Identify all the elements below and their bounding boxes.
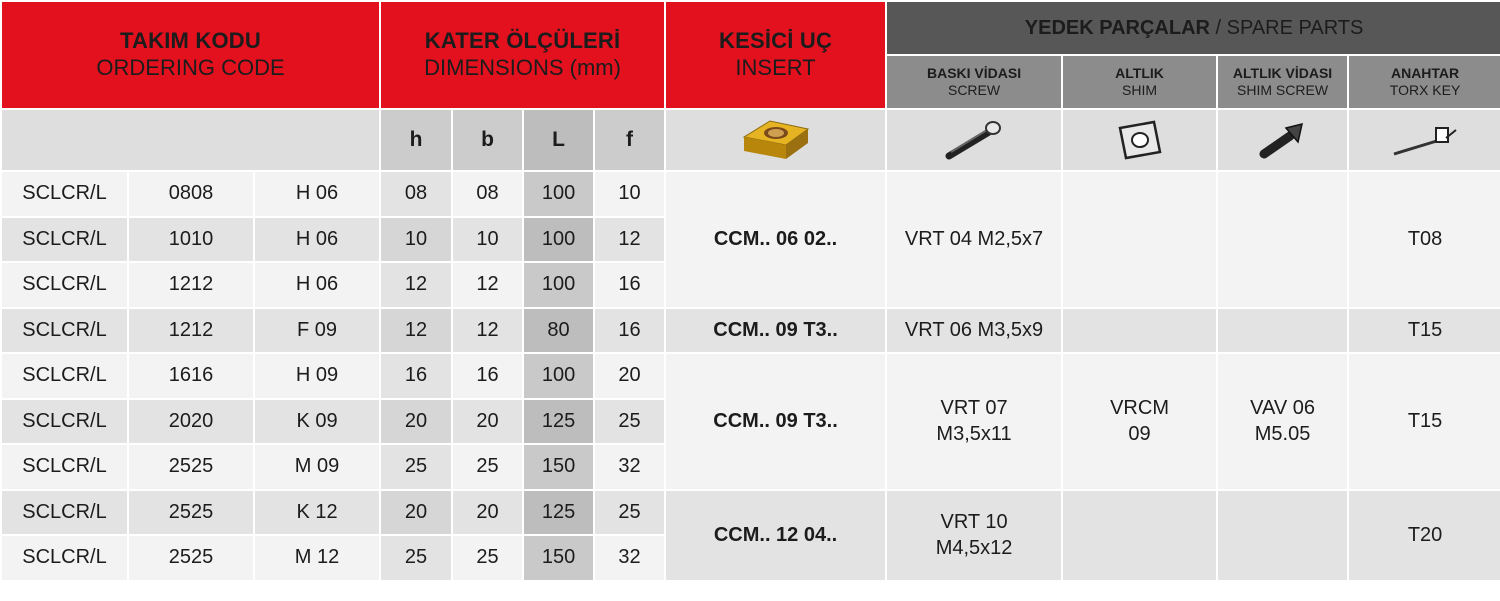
dim-L-label: L [523,109,594,171]
insert-icon-cell [665,109,886,171]
shim-line-1: VRCM [1110,397,1169,420]
shim-subtitle: SHIM [1122,82,1158,98]
dim-f-label: f [594,109,665,171]
screw-subtitle: SCREW [947,82,1001,98]
dimensions-subtitle: DIMENSIONS (mm) [424,55,621,80]
code-cell: SCLCR/L [1,217,128,263]
shim-screw-cell [1217,353,1348,490]
key-cell: T15 [1348,353,1500,490]
shim-screw-cell [1217,171,1348,308]
variant-cell: M 09 [254,444,380,490]
f-cell: 16 [594,308,665,354]
table-row [1,308,1500,354]
shim-icon [1114,118,1166,162]
insert-title: KESİCİ UÇ [719,28,833,53]
h-cell: 12 [380,262,452,308]
L-cell: 125 [523,399,594,445]
b-cell: 20 [452,490,523,536]
shim-screw-cell [1217,308,1348,354]
shim-screw-cell [1217,490,1348,581]
insert-cell: CCM.. 09 T3.. [665,308,886,354]
shim-cell [1062,353,1217,490]
torx-key-column-header [1348,55,1500,109]
table-row [1,353,1500,399]
variant-cell: K 12 [254,490,380,536]
variant-cell: H 09 [254,353,380,399]
f-cell: 25 [594,490,665,536]
size-cell: 1616 [128,353,254,399]
torx-key-subtitle: TORX KEY [1389,82,1461,98]
screw-line-2: M4,5x12 [935,537,1013,559]
f-cell: 25 [594,399,665,445]
key-cell: T15 [1348,308,1500,354]
variant-cell: M 12 [254,535,380,581]
size-cell: 2525 [128,444,254,490]
code-cell: SCLCR/L [1,535,128,581]
size-cell: 1212 [128,262,254,308]
size-cell: 2525 [128,490,254,536]
b-cell: 10 [452,217,523,263]
spare-parts-header [886,1,1500,55]
insert-subtitle: INSERT [735,55,816,80]
size-cell: 1010 [128,217,254,263]
ordering-code-subtitle: ORDERING CODE [96,55,285,80]
shim-column-header [1062,55,1217,109]
key-cell: T20 [1348,490,1500,581]
L-cell: 150 [523,535,594,581]
variant-cell: H 06 [254,171,380,217]
b-cell: 08 [452,171,523,217]
f-cell: 32 [594,535,665,581]
size-cell: 0808 [128,171,254,217]
b-cell: 12 [452,308,523,354]
L-cell: 100 [523,171,594,217]
code-cell: SCLCR/L [1,308,128,354]
code-cell: SCLCR/L [1,262,128,308]
f-cell: 12 [594,217,665,263]
f-cell: 32 [594,444,665,490]
h-cell: 12 [380,308,452,354]
dim-b-label: b [452,109,523,171]
b-cell: 12 [452,262,523,308]
f-cell: 16 [594,262,665,308]
f-cell: 20 [594,353,665,399]
dimensions-title: KATER ÖLÇÜLERİ [424,28,621,53]
size-cell: 2525 [128,535,254,581]
screw-icon-cell [886,109,1062,171]
insert-cell: CCM.. 06 02.. [665,171,886,308]
shim-cell [1062,490,1217,581]
insert-cell: CCM.. 09 T3.. [665,353,886,490]
h-cell: 10 [380,217,452,263]
shim-cell [1062,171,1217,308]
L-cell: 150 [523,444,594,490]
ordering-code-title: TAKIM KODU [120,28,261,53]
screw-line-1: VRT 07 [940,397,1008,420]
h-cell: 16 [380,353,452,399]
L-cell: 125 [523,490,594,536]
shim-screw-title: ALTLIK VİDASI [1232,65,1333,81]
b-cell: 16 [452,353,523,399]
variant-cell: H 06 [254,262,380,308]
insert-header [665,1,886,109]
screw-title: BASKI VİDASI [926,65,1022,81]
insert-icon [740,115,812,165]
shim-icon-cell [1062,109,1217,171]
L-cell: 80 [523,308,594,354]
dimensions-header [380,1,665,109]
shim-screw-icon-cell [1217,109,1348,171]
shim-screw-icon [1256,118,1310,162]
shim-screw-column-header [1217,55,1348,109]
shim-screw-line-1: VAV 06 [1250,397,1315,420]
variant-cell: K 09 [254,399,380,445]
screw-cell: VRT 04 M2,5x7 [886,171,1062,308]
b-cell: 20 [452,399,523,445]
code-cell: SCLCR/L [1,444,128,490]
screw-cell [886,353,1062,490]
b-cell: 25 [452,444,523,490]
code-cell: SCLCR/L [1,399,128,445]
variant-cell: H 06 [254,217,380,263]
key-cell: T08 [1348,171,1500,308]
table-row [1,490,1500,536]
torx-key-icon-cell [1348,109,1500,171]
variant-cell: F 09 [254,308,380,354]
table-row [1,171,1500,217]
shim-title: ALTLIK [1115,65,1164,81]
code-cell: SCLCR/L [1,171,128,217]
screw-line-1: VRT 10 [940,511,1008,533]
size-cell: 1212 [128,308,254,354]
insert-cell: CCM.. 12 04.. [665,490,886,581]
dim-h-label: h [380,109,452,171]
h-cell: 08 [380,171,452,217]
h-cell: 20 [380,399,452,445]
h-cell: 20 [380,490,452,536]
torx-key-title: ANAHTAR [1390,65,1460,81]
torx-key-icon [1390,120,1460,160]
spare-parts-title: YEDEK PARÇALAR [1024,16,1210,39]
L-cell: 100 [523,262,594,308]
screw-column-header [886,55,1062,109]
h-cell: 25 [380,444,452,490]
screw-cell: VRT 06 M3,5x9 [886,308,1062,354]
L-cell: 100 [523,217,594,263]
h-cell: 25 [380,535,452,581]
L-cell: 100 [523,353,594,399]
f-cell: 10 [594,171,665,217]
screw-line-2: M3,5x11 [936,423,1012,446]
screw-icon [943,118,1005,162]
shim-screw-subtitle: SHIM SCREW [1237,82,1329,98]
shim-line-2: 09 [1128,423,1151,446]
size-cell: 2020 [128,399,254,445]
code-cell: SCLCR/L [1,353,128,399]
screw-cell [886,490,1062,581]
ordering-code-header [1,1,380,109]
code-cell: SCLCR/L [1,490,128,536]
ordering-code-spacer [1,109,380,171]
shim-screw-line-2: M5.05 [1254,423,1311,446]
spare-parts-subtitle: / SPARE PARTS [1209,16,1364,39]
shim-cell [1062,308,1217,354]
b-cell: 25 [452,535,523,581]
